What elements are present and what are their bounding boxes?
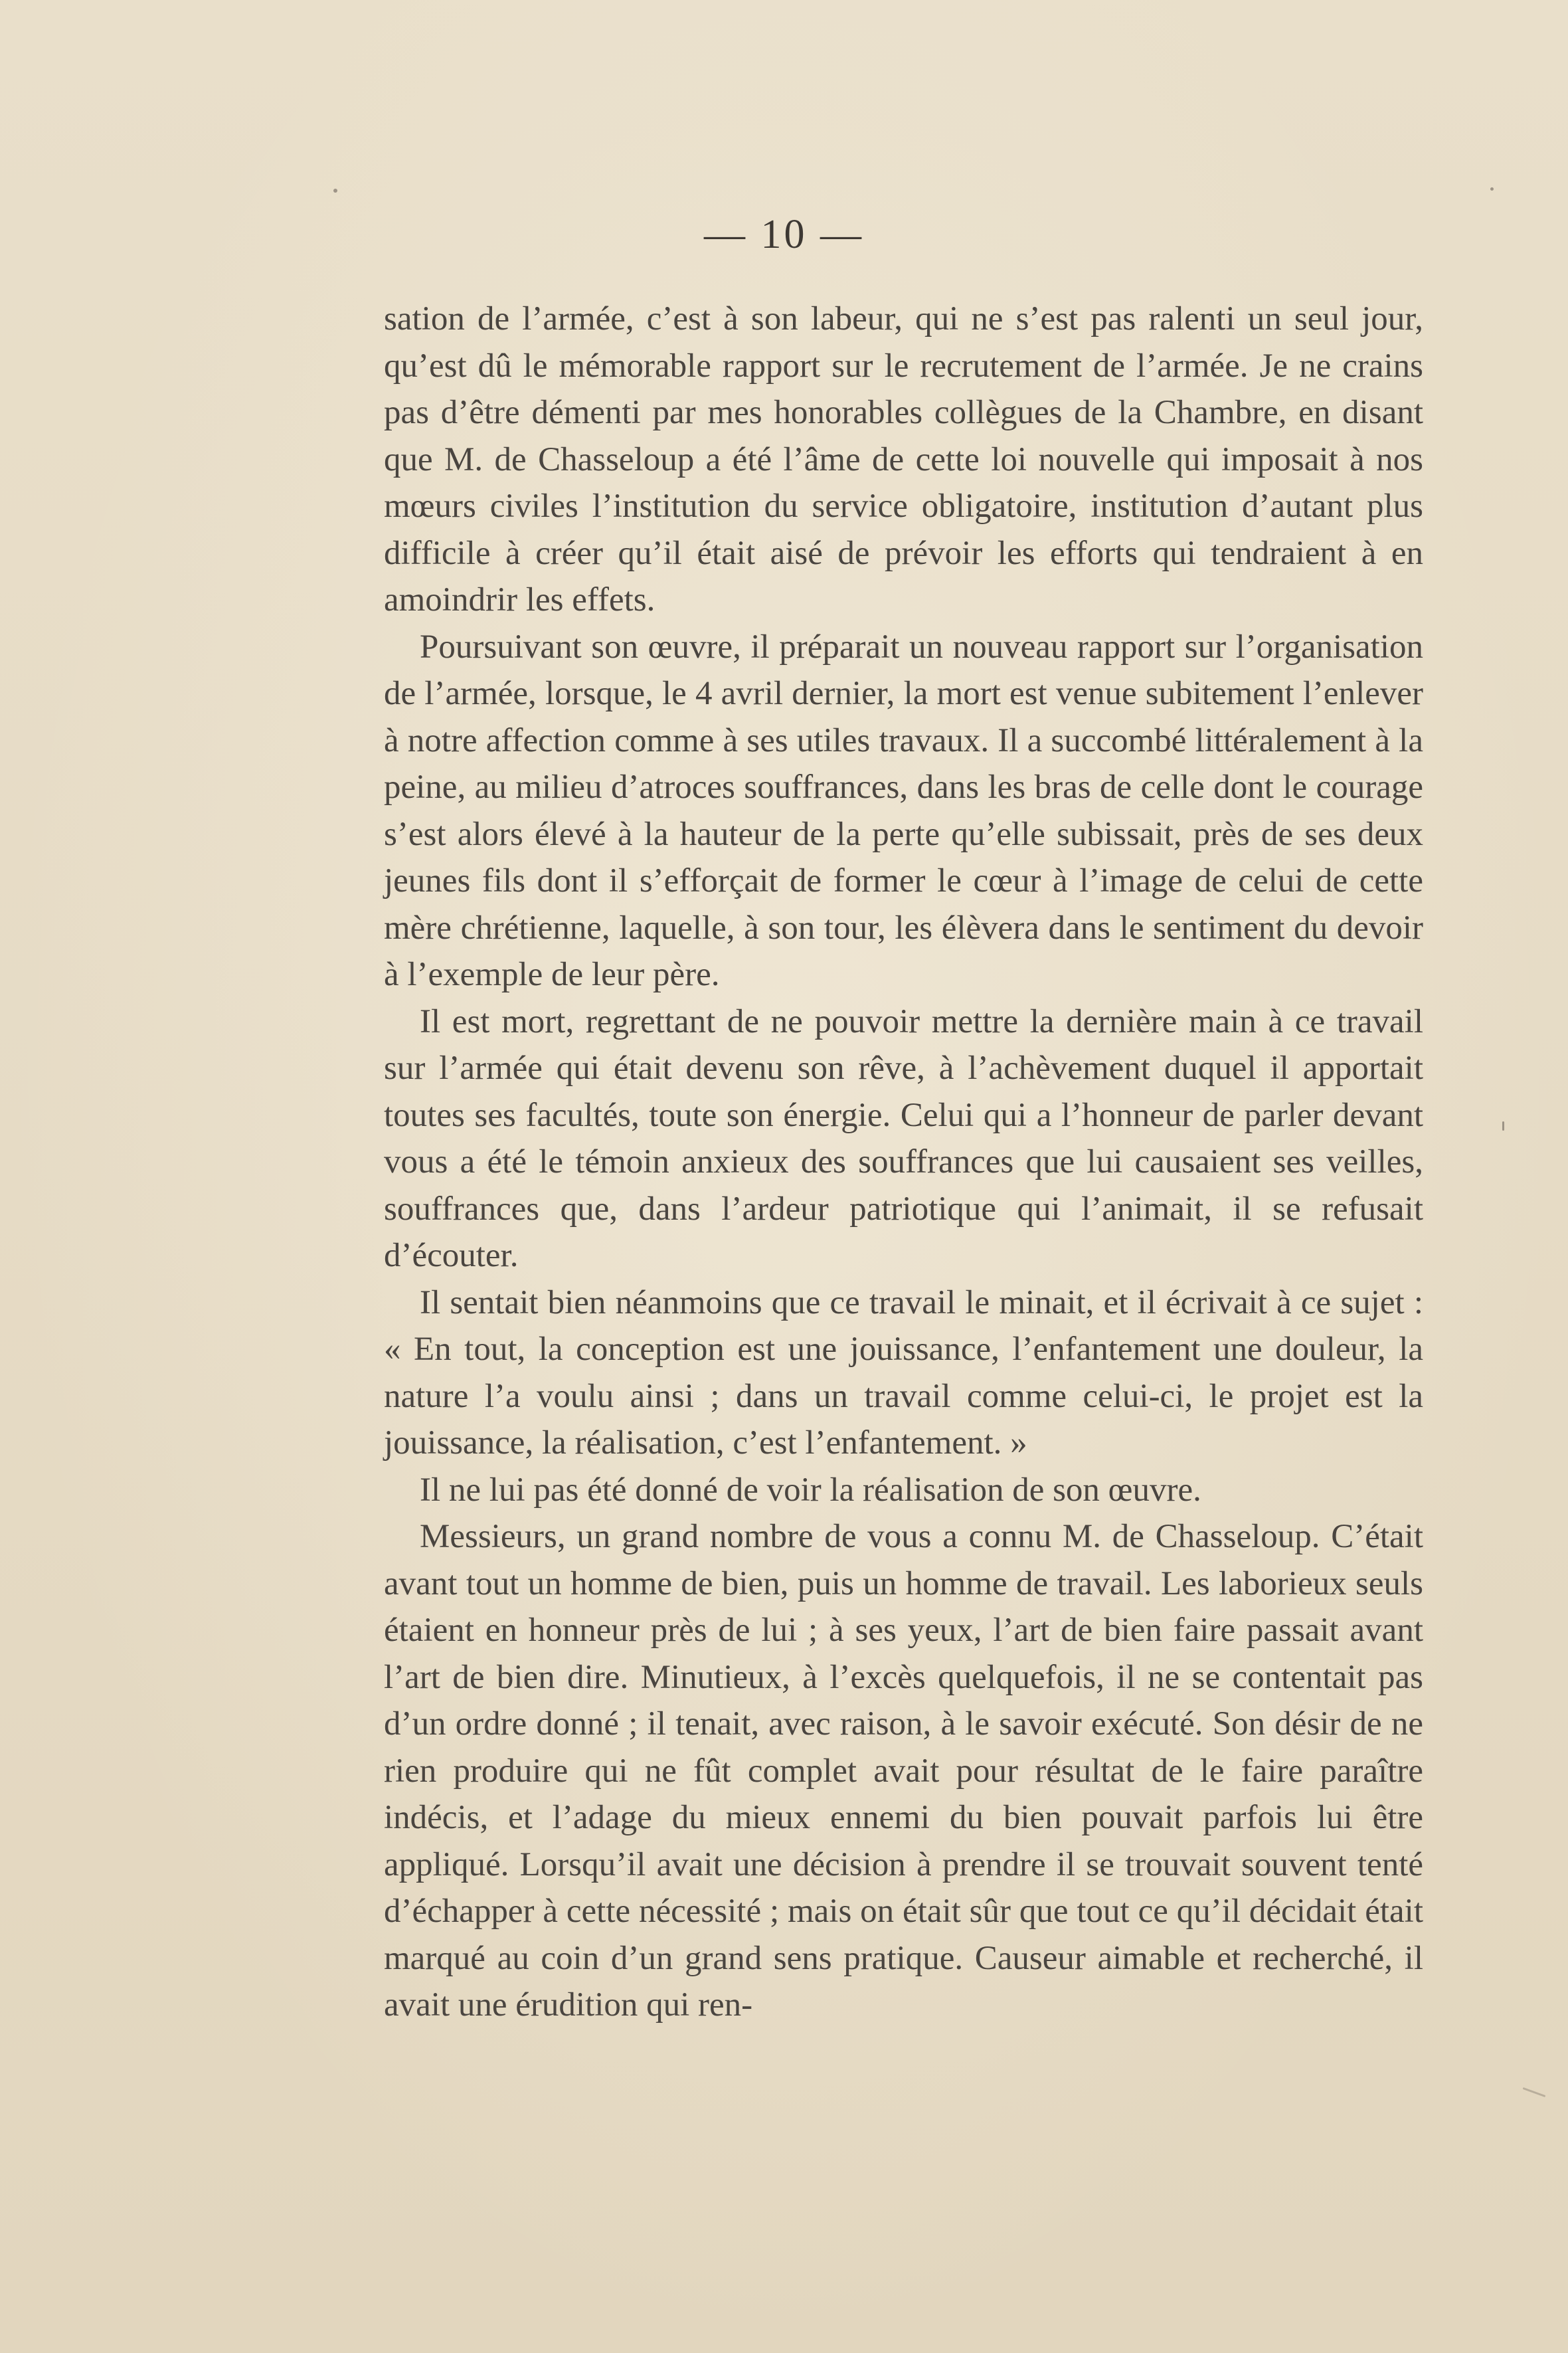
paragraph: Il sentait bien néanmoins que ce travail le minait, et il écrivait à ce sujet : « En tout, la conception est une jouissance, l’enfantement une douleur, la nature l’a voulu ainsi ; dans un travail comme celui-ci, le projet est la jouissance, la réalisation, c’est l’enfantement. » — [384, 1283, 1423, 1461]
paper-speck — [1523, 2087, 1546, 2097]
paragraph: Il est mort, regrettant de ne pouvoir mettre la dernière main à ce travail sur l’armée qui était devenu son rêve, à l’achèvement duquel il apportait toutes ses facultés, toute son énergie. Celui qui a l’honneur de parler devant vous a été le témoin anxieux des souffrances que lui causaient ses veilles, souffrances que, dans l’ardeur patriotique qui l’animait, il se refusait d’écouter. — [384, 1002, 1423, 1274]
paragraph: Poursuivant son œuvre, il préparait un nouveau rapport sur l’organisation de l’armée, lorsque, le 4 avril dernier, la mort est venue subitement l’enlever à notre affection comme à ses utiles travaux. Il a succombé littéralement à la peine, au milieu d’atroces souffrances, dans les bras de celle dont le courage s’est alors élevé à la hauteur de la perte qu’elle subissait, près de ses deux jeunes fils dont il s’efforçait de former le cœur à l’image de celui de cette mère chrétienne, laquelle, à son tour, les élèvera dans le sentiment du devoir à l’exemple de leur père. — [384, 628, 1423, 993]
paper-speck — [1490, 187, 1494, 191]
page-number: — 10 — — [704, 212, 864, 257]
body-text — [384, 296, 1423, 2029]
paragraph: Il ne lui pas été donné de voir la réalisation de son œuvre. — [420, 1471, 1201, 1509]
paper-speck — [1502, 1121, 1504, 1131]
paragraph-continuation: sation de l’armée, c’est à son labeur, qui ne s’est pas ralenti un seul jour, qu’est dû le mémorable rapport sur le recrutement de l’armée. Je ne crains pas d’être démenti par mes honorables collègues de la Chambre, en disant que M. de Chasseloup a été l’âme de cette loi nouvelle qui imposait à nos mœurs civiles l’institution du service obligatoire, institution d’autant plus difficile à créer qu’il était aisé de prévoir les efforts qui tendraient à en amoindrir les effets. — [384, 300, 1423, 618]
paragraph: Messieurs, un grand nombre de vous a connu M. de Chasseloup. C’était avant tout un homme de bien, puis un homme de travail. Les laborieux seuls étaient en honneur près de lui ; à ses yeux, l’art de bien faire passait avant l’art de bien dire. Minutieux, à l’excès quelquefois, il ne se contentait pas d’un ordre donné ; il tenait, avec raison, à le savoir exécuté. Son désir de ne rien produire qui ne fût complet avait pour résultat de le faire paraître indécis, et l’adage du mieux ennemi du bien pouvait parfois lui être appliqué. Lorsqu’il avait une décision à prendre il se trouvait souvent tenté d’échapper à cette nécessité ; mais on était sûr que tout ce qu’il décidait était marqué au coin d’un grand sens pratique. Causeur aimable et recherché, il avait une érudition qui ren- — [384, 1518, 1423, 2024]
paper-speck — [333, 189, 337, 193]
